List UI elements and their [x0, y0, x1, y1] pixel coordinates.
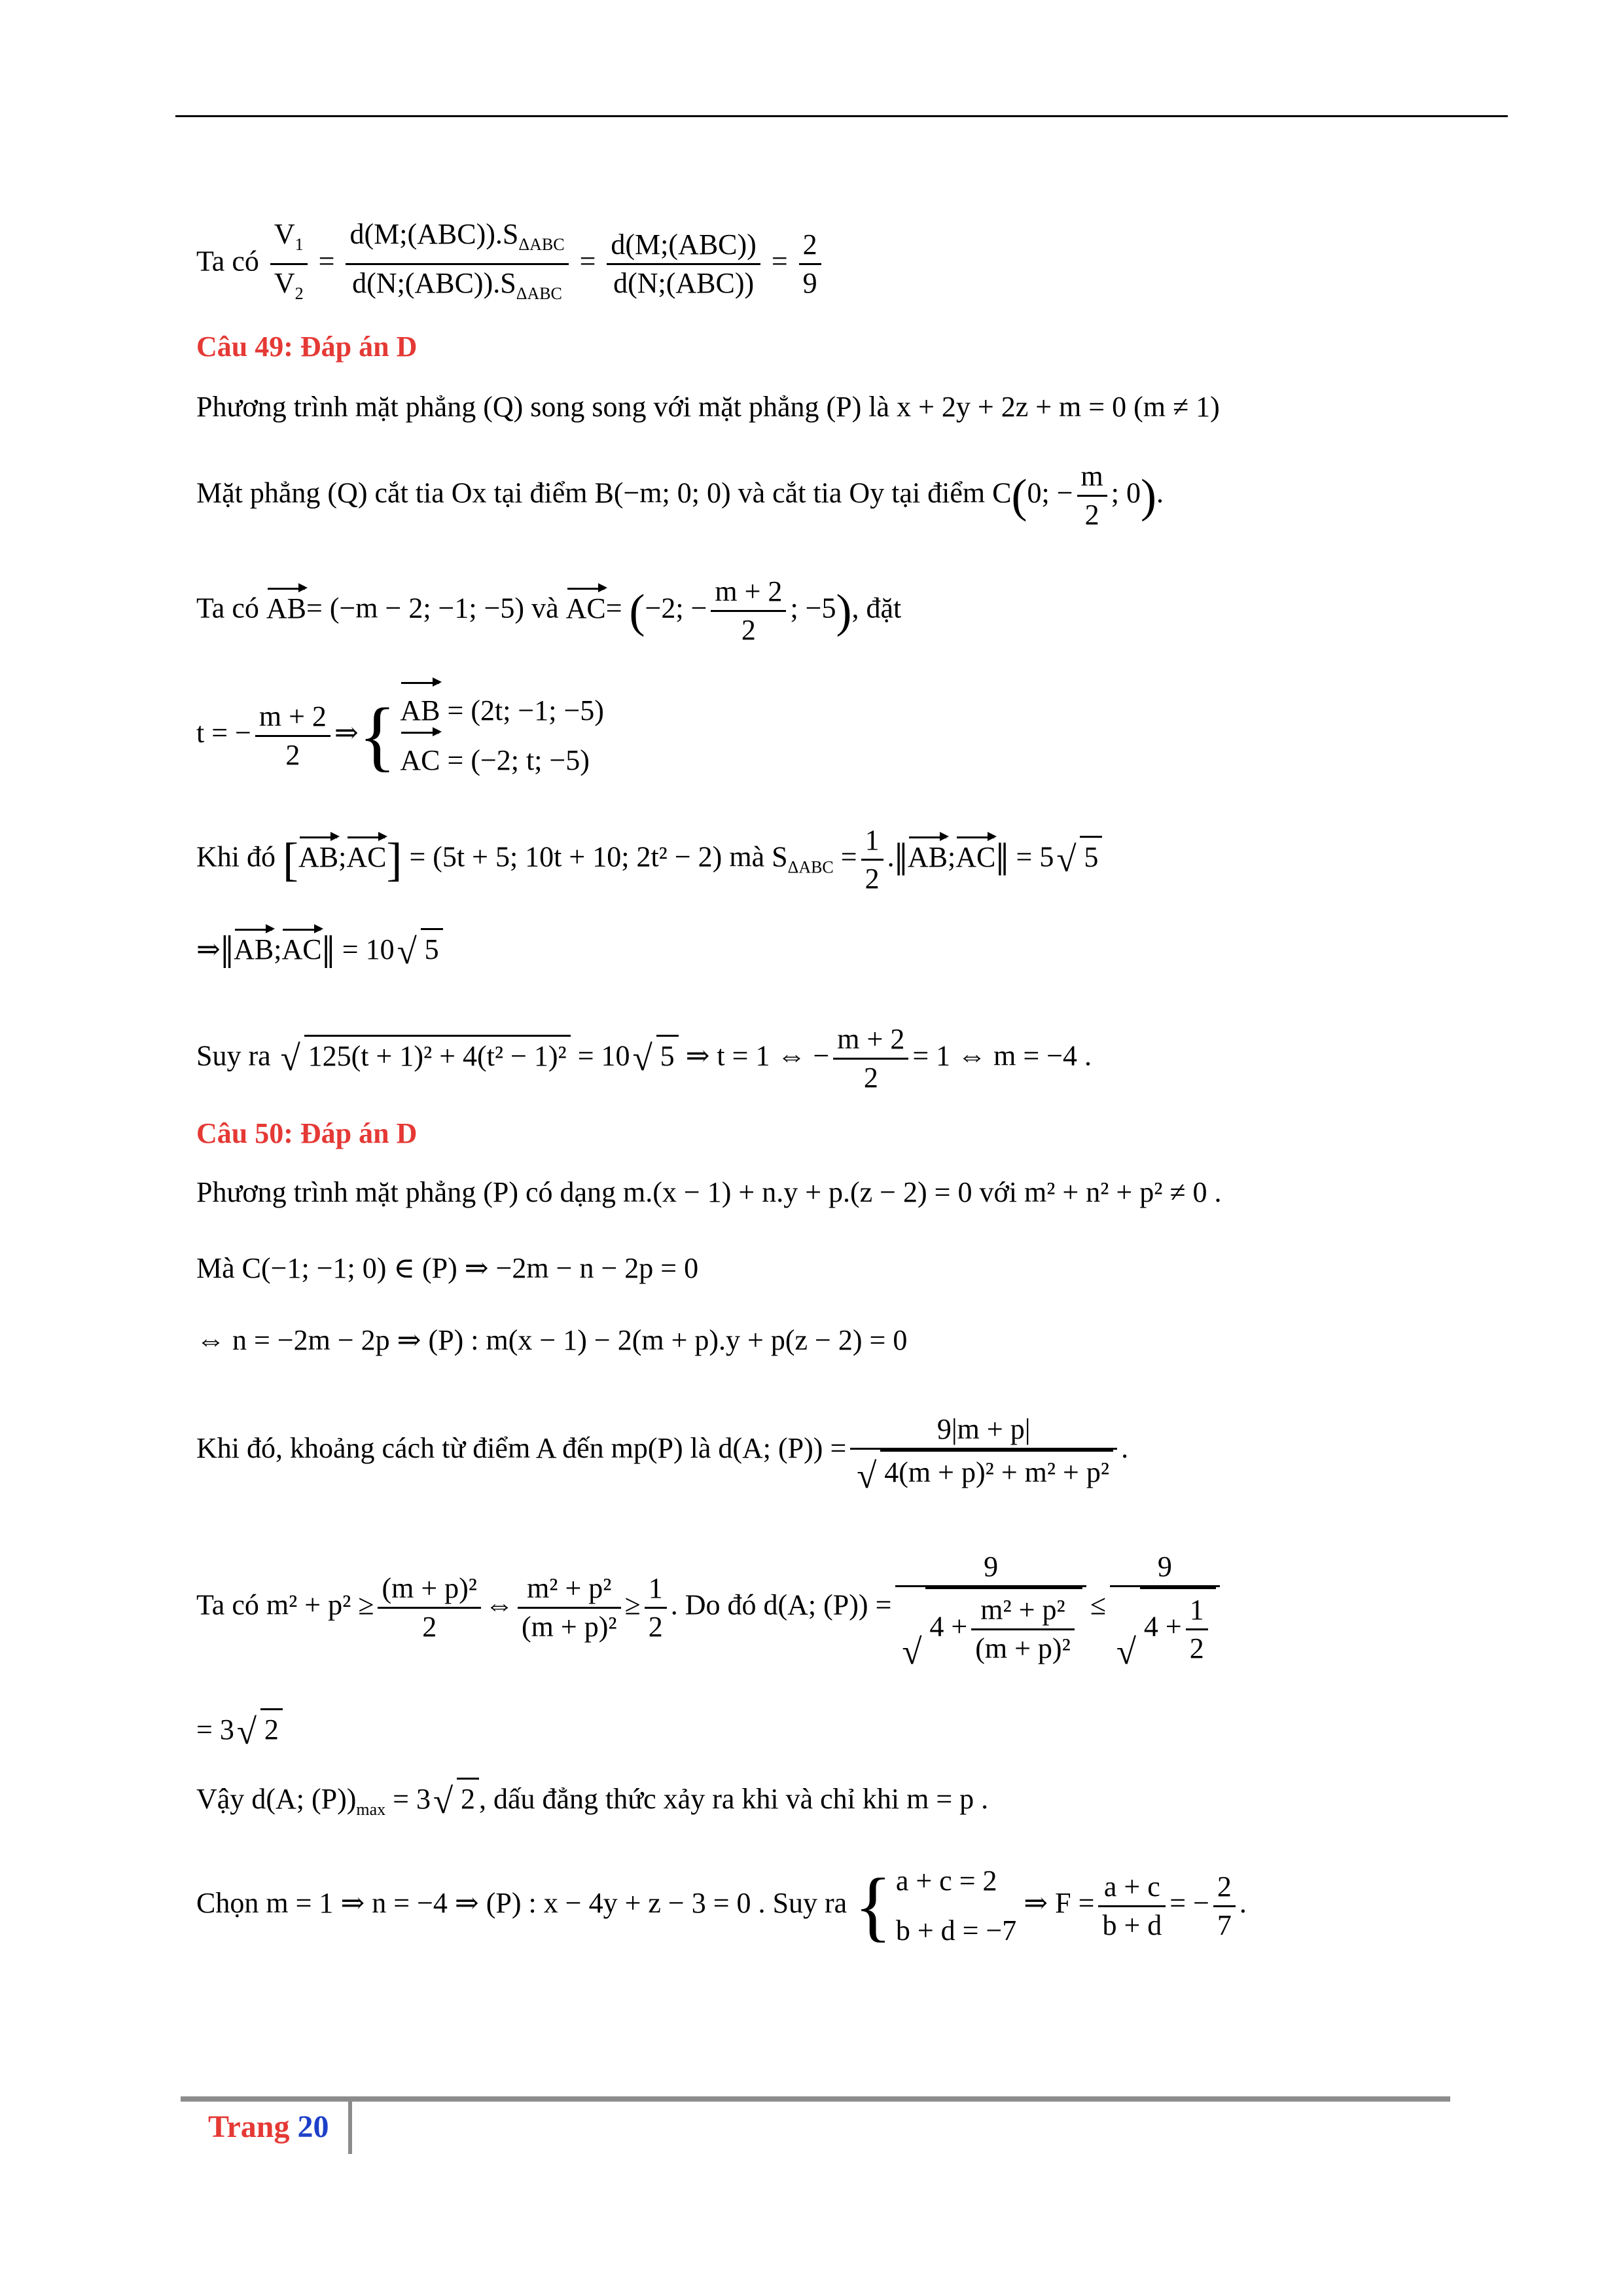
result-ratio: $\frac{2}{9}$: [799, 226, 821, 302]
q49-line-4: t = − $\frac{m + 2}{2}$ ⇒{ AB = (2t; −1; −5) AC = (−2; t; −5): [196, 686, 604, 785]
q49-line-5: Khi đó [AB;AC] = (5t + 5; 10t + 10; 2t² − 2) mà $S_{\Delta ABC}$ = $\frac{1}{2}$ .‖AB;AC‖ = 5 √ 5: [196, 822, 1102, 897]
q49-line-3: Ta có AB= (−m − 2; −1; −5) và AC= (−2; − $\frac{m + 2}{2}$ ; −5), đặt: [196, 573, 901, 649]
footer-divider: [348, 2096, 352, 2154]
q50-line-7: Vậy d(A; $(P))_{max} = 3$ √ 2 , dấu đẳng thức xảy ra khi và chỉ khi m = p .: [196, 1778, 988, 1827]
page-number: Trang 20: [208, 2109, 329, 2144]
distance-area-ratio: $\frac{d(M;(ABC)).S_{\Delta ABC}}{d(N;(ABC)).S_{\Delta ABC}}$: [346, 216, 568, 312]
q50-line-2: Mà C(−1; −1; 0) ∈ (P) ⇒ −2m − n − 2p = 0: [196, 1252, 699, 1284]
q50-line-4: Khi đó, khoảng cách từ điểm A đến mp(P) là d(A; (P)) = 9|m + p| √ 4(m + p)² + m² + p² .: [196, 1411, 1128, 1491]
question-49-heading: Câu 49: Đáp án D: [196, 331, 418, 363]
q49-line-6: ⇒‖AB;AC‖ = 10 √ 5: [196, 928, 443, 976]
q50-line-6: = 3 √ 2: [196, 1708, 283, 1747]
ratio-line: Ta có $\frac{V_1}{V_2}$ = $\frac{d(M;(ABC)).S_{\Delta ABC}}{d(N;(ABC)).S_{\Delta ABC}}$ = $\frac{\text{d(M;(ABC))}}{\text{d(N;(ABC))}}$ = $\frac{2}{9}$: [196, 216, 825, 312]
q50-line-5: Ta có m² + p² ≥ $\frac{\text{(m + p)²}}{2}$ ⇔ $\frac{\text{m² + p²}}{\text{(m + p)²}}$ ≥ $\frac{1}{2}$ . Do đó d(A; (P)) = 9 √ 4 + $\frac{\text{m² + p²}}{\text{(m + p)²}}$ ≤ 9 √ 4 + $\frac{1}{2}$: [196, 1549, 1224, 1667]
question-50-heading: Câu 50: Đáp án D: [196, 1117, 418, 1149]
q50-line-8: Chọn m = 1 ⇒ n = −4 ⇒ (P) : x − 4y + z − 3 = 0 . Suy ra { a + c = 2 b + d = −7 ⇒ F = $\frac{a + c}{b + d}$ = − $\frac{2}{7}$ .: [196, 1862, 1247, 1949]
distance-ratio: $\frac{\text{d(M;(ABC))}}{\text{d(N;(ABC))}}$: [607, 226, 760, 302]
q49-line-2: Mặt phẳng (Q) cắt tia Ox tại điểm B(−m; 0; 0) và cắt tia Oy tại điểm C(0; − $\frac{m}{2}$ ; 0).: [196, 458, 1164, 533]
q49-line-7: Suy ra √ 125(t + 1)² + 4(t² − 1)² = 10 √ 5 ⇒ t = 1 ⇔ − $\frac{m + 2}{2}$ = 1 ⇔ m = −4 .: [196, 1021, 1092, 1096]
q49-line-1: Phương trình mặt phẳng (Q) song song với mặt phẳng (P) là x + 2y + 2z + m = 0 (m ≠ 1): [196, 391, 1220, 423]
footer-rule: [181, 2096, 1450, 2102]
q50-line-3: ⇔ n = −2m − 2p ⇒ (P) : m(x − 1) − 2(m + p).y + p(z − 2) = 0: [196, 1324, 908, 1356]
q50-line-1: Phương trình mặt phẳng (P) có dạng m.(x − 1) + n.y + p.(z − 2) = 0 với m² + n² + p² ≠ 0 .: [196, 1176, 1222, 1208]
header-rule: [175, 115, 1508, 117]
v-ratio: $\frac{V_1}{V_2}$: [270, 216, 308, 312]
